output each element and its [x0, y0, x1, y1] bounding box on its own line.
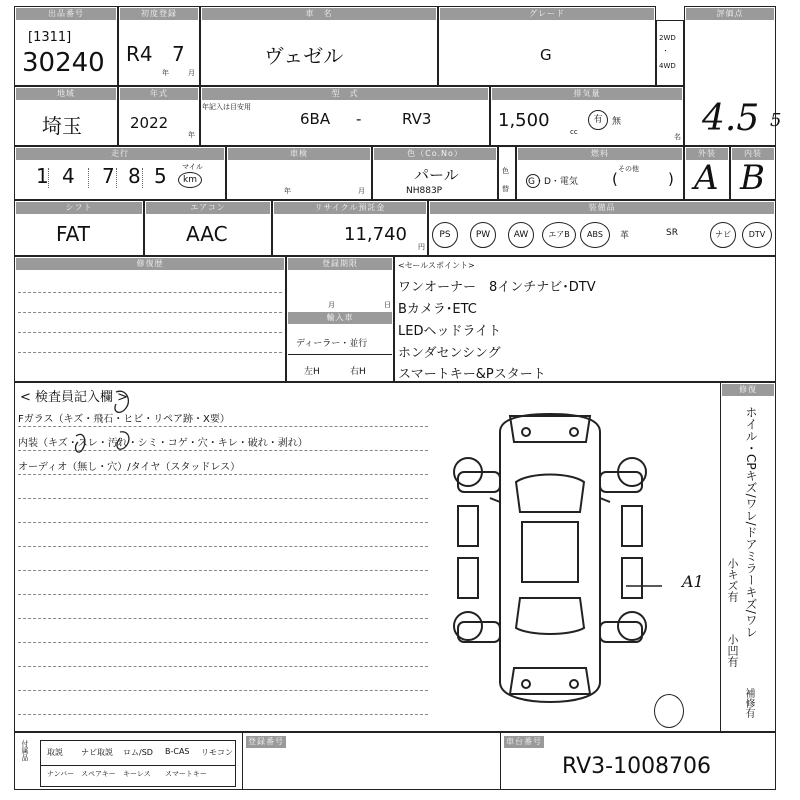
right-hand: 右H — [350, 367, 366, 377]
lot-code: [1311] — [28, 30, 72, 45]
equip-abs — [580, 222, 610, 248]
interior-grade: B — [740, 158, 765, 198]
region-value: 埼玉 — [42, 114, 82, 138]
left-hand: 左H — [304, 367, 320, 377]
car-diagram — [430, 402, 670, 712]
digit-separator — [48, 168, 49, 188]
footer-item: 取説 — [47, 748, 63, 757]
equip-navi — [710, 222, 736, 248]
year-value: 2022 — [130, 114, 169, 132]
color-label-2: 替 — [502, 185, 509, 193]
footer-item: リモコン — [201, 748, 233, 757]
transmission-value: FAT — [56, 222, 91, 246]
reg-day-label: 日 — [384, 301, 391, 309]
car-name: ヴェゼル — [264, 44, 344, 68]
color-label-1: 色 — [502, 167, 509, 175]
mile-label: マイル — [182, 163, 203, 171]
side-sub-note-3: 補修有 — [743, 688, 754, 718]
mileage-digit: 7 — [102, 164, 115, 188]
year-note: 年記入は目安用 — [202, 103, 251, 111]
yu-label: 有 — [593, 115, 603, 125]
digit-separator — [88, 168, 89, 188]
digit-separator — [116, 168, 117, 188]
model-header: 型 式 — [202, 88, 488, 100]
inspection-tsuki: 月 — [358, 187, 365, 195]
footer-tag: 付属品 — [21, 740, 29, 761]
exterior-grade: A — [694, 158, 719, 198]
transmission-header: シフト — [16, 202, 142, 214]
handwriting-marks — [54, 386, 144, 496]
sales-point-3: LEDヘッドライト — [398, 324, 502, 339]
car-name-header: 車 名 — [202, 8, 436, 20]
inspector-line-1: Fガラス（キズ・飛石・ヒビ・リペア跡・X要） — [18, 414, 230, 425]
import-divider — [288, 354, 392, 355]
side-sub-note-2: 小凹有 — [726, 634, 739, 667]
color-name: パール — [414, 166, 459, 184]
equip-pw-label: PW — [475, 230, 491, 240]
drive-2wd: 2WD — [659, 34, 676, 42]
history-line — [18, 312, 282, 313]
recycle-header: リサイクル預託金 — [274, 202, 426, 214]
mileage-digit: 4 — [62, 164, 75, 188]
grade-value: G — [540, 46, 552, 64]
reg-year: R4 — [126, 42, 153, 66]
mileage-digit: 8 — [128, 164, 141, 188]
inspector-line — [18, 618, 428, 619]
footer-divider — [500, 732, 503, 790]
aircon-value: AAC — [186, 222, 228, 246]
digit-separator — [142, 168, 143, 188]
displacement-header: 排気量 — [492, 88, 682, 100]
reg-tsuki: 月 — [188, 69, 195, 77]
inspector-line-2: 内装（キズ・スレ・汚れ・シミ・コゲ・穴・キレ・破れ・剥れ） — [18, 438, 308, 449]
footer-item: B-CAS — [165, 747, 190, 756]
yu-circle — [588, 110, 608, 130]
equip-pw — [470, 222, 496, 248]
model-dash: - — [356, 110, 362, 128]
history-box — [14, 256, 286, 382]
equipment-header: 装備品 — [430, 202, 774, 214]
sales-point-5: スマートキー&Pスタート — [398, 367, 546, 382]
model-code: RV3 — [402, 110, 432, 128]
equip-dtv — [742, 222, 772, 248]
year-nen: 年 — [188, 131, 195, 139]
footer-item: スペアキー — [81, 770, 116, 778]
lot-header: 出品番号 — [16, 8, 116, 20]
fuel-other: その他 — [618, 165, 639, 173]
region-header: 地域 — [16, 88, 116, 100]
equip-aw-label: AW — [513, 230, 529, 240]
score-mark: 5 — [770, 110, 782, 131]
equip-airbag-label: エアB — [548, 230, 570, 239]
import-header: 輸入車 — [288, 312, 392, 324]
fuel-paren-close: ) — [668, 170, 674, 188]
equip-leather: 革 — [620, 231, 630, 241]
equip-aw — [508, 222, 534, 248]
footer-item: ナンバー — [47, 770, 75, 778]
equip-dtv-label: DTV — [748, 230, 766, 239]
exterior-header: 外装 — [686, 148, 728, 160]
score-value: 4.5 — [702, 98, 760, 139]
mileage-digit: 1 — [36, 164, 49, 188]
drive-dot: ・ — [662, 47, 669, 55]
footer-row-2 — [40, 764, 236, 787]
inspection-nen: 年 — [284, 187, 291, 195]
inspector-line — [18, 690, 428, 691]
footer-item: スマートキー — [165, 770, 207, 778]
inspector-line — [18, 666, 428, 667]
mileage-header: 走行 — [16, 148, 224, 160]
inspector-line — [18, 714, 428, 715]
inspector-title: < 検査員記入欄 > — [20, 390, 129, 405]
diagram-mark: A1 — [682, 572, 704, 591]
footer-item: ナビ取説 — [81, 748, 113, 757]
equip-navi-label: ナビ — [715, 230, 731, 239]
fuel-options: G・D・電気 — [528, 177, 578, 187]
footer-row-1 — [40, 740, 236, 766]
history-line — [18, 352, 282, 353]
sales-point-4: ホンダセンシング — [398, 346, 501, 361]
color-code: NH883P — [406, 186, 443, 196]
mei-label: 名 — [674, 133, 681, 141]
equip-abs-label: ABS — [587, 230, 603, 239]
model-prefix: 6BA — [300, 110, 331, 128]
fuel-paren-open: ( — [612, 170, 618, 188]
inspector-line — [18, 642, 428, 643]
side-note-header: 修復 — [722, 384, 774, 396]
footer-item: ロム/SD — [123, 748, 153, 757]
sales-point-1: ワンオーナー 8インチナビ･DTV — [398, 280, 596, 295]
footer-divider — [242, 732, 245, 790]
km-circle — [178, 172, 202, 188]
equip-ps-label: PS — [439, 230, 451, 240]
spare-tire — [654, 694, 684, 728]
footer-left — [14, 732, 234, 790]
inspector-line-3: オーディオ（無し・穴）/タイヤ（スタッドレス） — [18, 462, 241, 473]
first-reg-header: 初度登録 — [120, 8, 198, 20]
aircon-header: エアコン — [146, 202, 270, 214]
displacement-value: 1,500 — [498, 110, 550, 131]
dealer-value: ディーラー・並行 — [296, 339, 368, 349]
footer-header-mid: 登録番号 — [248, 737, 284, 746]
footer-item: キーレス — [123, 770, 151, 778]
reg-nen: 年 — [162, 69, 169, 77]
sales-point-2: Bカメラ･ETC — [398, 302, 477, 317]
inspector-line — [18, 546, 428, 547]
displacement-cc: cc — [570, 128, 578, 136]
reg-month-label: 月 — [328, 301, 335, 309]
inspector-line — [18, 522, 428, 523]
inspector-line — [18, 570, 428, 571]
recycle-yen: 円 — [418, 243, 425, 251]
side-note: ホイル・CPキズ/ワレ/ドアミラーキズ/ワレ — [744, 406, 758, 638]
history-line — [18, 332, 282, 333]
sales-point-label: <セールスポイント> — [398, 261, 475, 270]
equip-sunroof: SR — [666, 228, 678, 238]
year-header: 年式 — [120, 88, 198, 100]
side-sub-note-1: 小キズ有 — [726, 558, 739, 602]
history-line — [18, 292, 282, 293]
interior-header: 内装 — [732, 148, 774, 160]
reg-month: 7 — [172, 42, 185, 66]
footer-header-right: 車台番号 — [506, 737, 542, 746]
fuel-header: 燃料 — [518, 148, 682, 160]
drive-4wd: 4WD — [659, 62, 676, 70]
inspector-line — [18, 498, 428, 499]
mu-label: 無 — [612, 117, 622, 127]
history-header: 修復歴 — [16, 258, 284, 270]
drive-box — [656, 20, 684, 86]
mileage-digit: 5 — [154, 164, 167, 188]
lot-number: 30240 — [22, 48, 105, 78]
chassis-number: RV3-1008706 — [562, 754, 712, 779]
equip-ps — [432, 222, 458, 248]
mileage-digits — [36, 164, 186, 192]
score-header: 評価点 — [686, 8, 774, 20]
inspection-header: 車検 — [228, 148, 370, 160]
equip-airbag — [542, 222, 576, 248]
recycle-fee: 11,740 — [344, 224, 407, 245]
inspector-line — [18, 594, 428, 595]
km-label: km — [183, 175, 197, 185]
equipment-list — [430, 222, 776, 250]
auction-sheet — [14, 6, 782, 792]
grade-header: グレード — [440, 8, 654, 20]
color-header: 色（Co.No） — [374, 148, 496, 160]
registration-header: 登録期限 — [288, 258, 392, 270]
